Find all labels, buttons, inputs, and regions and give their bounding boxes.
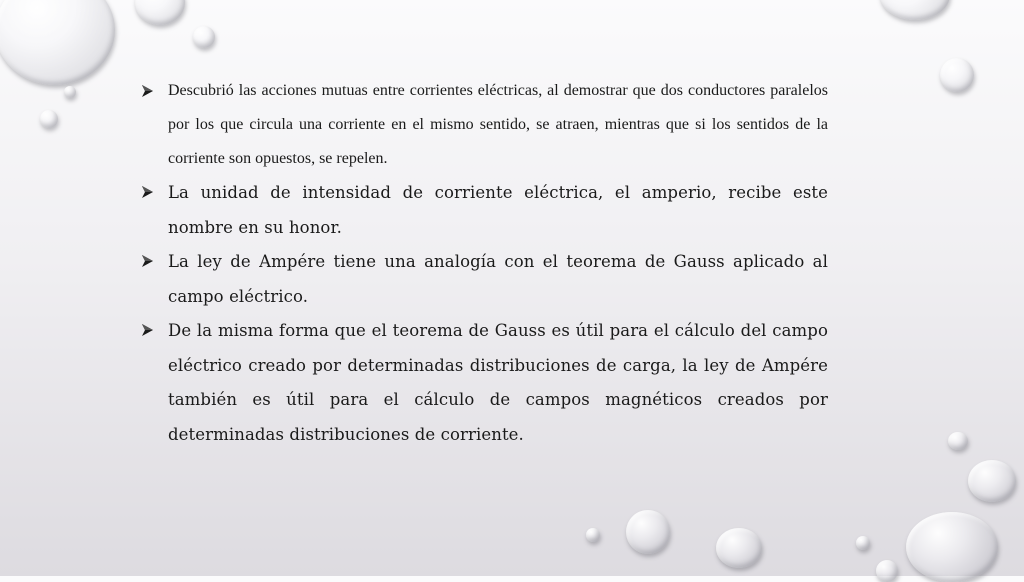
water-drop-decoration: [856, 536, 870, 550]
water-drop-decoration: [948, 432, 968, 450]
water-drop-decoration: [876, 560, 898, 582]
slide-body: [140, 74, 828, 452]
water-drop-decoration: [40, 110, 58, 128]
bullet-text: La ley de Ampére tiene una analogía con el teorema de Gauss aplicado al campo eléctrico.: [168, 252, 828, 306]
bullet-item: [140, 245, 828, 314]
bullet-item: [140, 74, 828, 176]
water-drop-decoration: [880, 0, 950, 20]
water-drop-decoration: [626, 510, 670, 554]
water-drop-decoration: [586, 528, 600, 542]
bullet-item: [140, 314, 828, 452]
water-drop-decoration: [906, 512, 998, 582]
water-drop-decoration: [193, 26, 215, 48]
water-drop-decoration: [968, 460, 1016, 502]
arrow-bullet-icon: [140, 83, 158, 101]
water-drop-decoration: [64, 86, 76, 98]
water-drop-decoration: [0, 0, 115, 85]
water-drop-decoration: [135, 0, 185, 25]
arrow-bullet-icon: [140, 322, 158, 340]
arrow-bullet-icon: [140, 253, 158, 271]
water-drop-decoration: [940, 58, 974, 92]
bullet-item: [140, 176, 828, 245]
water-drop-decoration: [716, 528, 762, 568]
bullet-text: Descubrió las acciones mutuas entre corrientes eléctricas, al demostrar que dos conductores paralelos por los que circula una corriente en el mismo sentido, se atraen, mientras que si los sentidos de la corriente son opuestos, se repelen.: [168, 82, 828, 167]
bullet-text: De la misma forma que el teorema de Gauss es útil para el cálculo del campo eléctrico creado por determinadas distribuciones de carga, la ley de Ampére también es útil para el cálculo de campos magnéticos creados por determinadas distribuciones de corriente.: [168, 321, 828, 444]
arrow-bullet-icon: [140, 184, 158, 202]
bullet-text: La unidad de intensidad de corriente eléctrica, el amperio, recibe este nombre en su honor.: [168, 183, 828, 237]
